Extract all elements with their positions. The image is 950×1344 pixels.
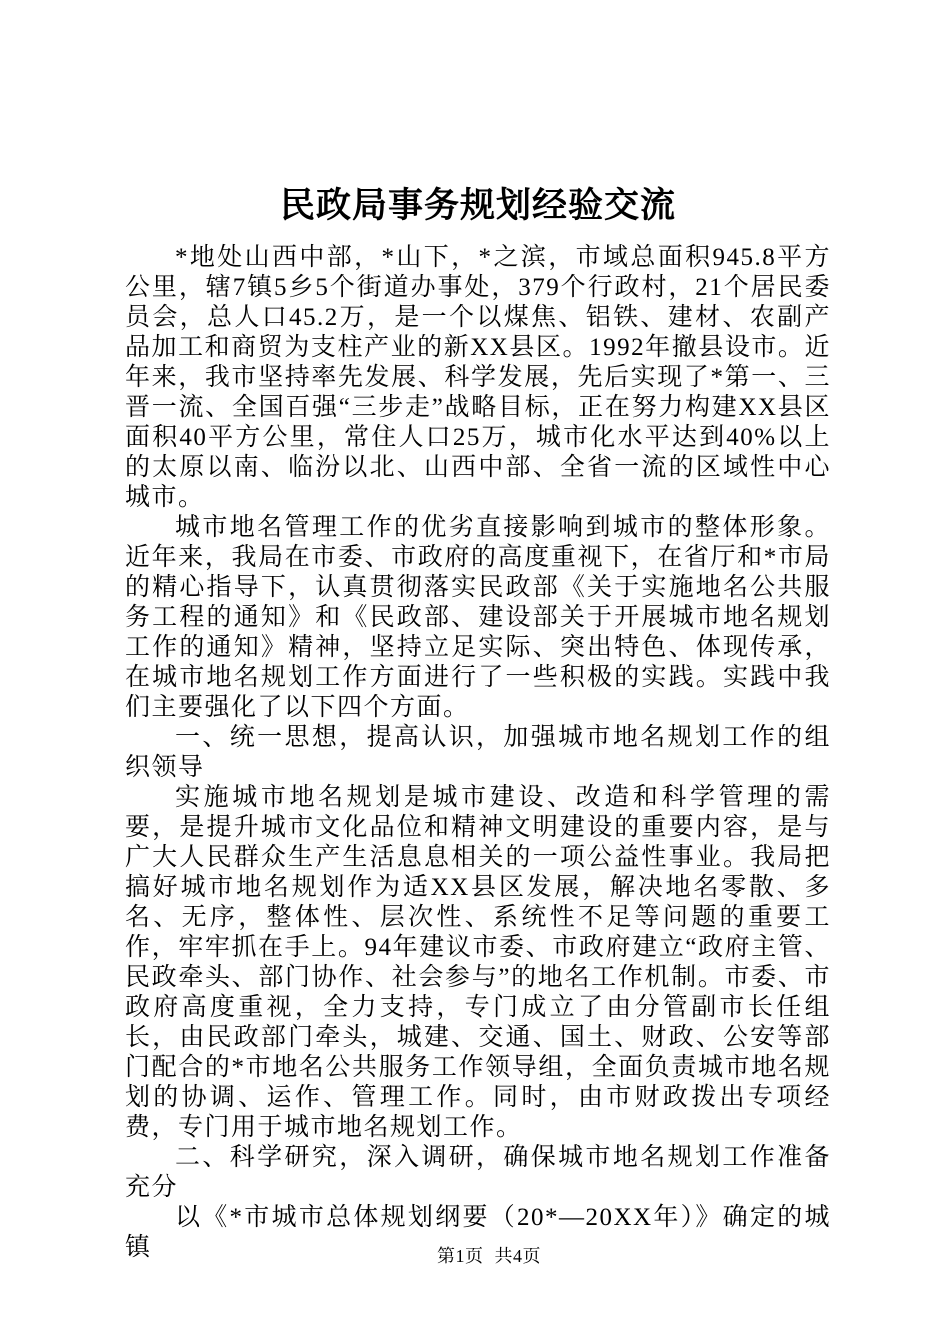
paragraph: 实施城市地名规划是城市建设、改造和科学管理的需要，是提升城市文化品位和精神文明建设的重要内容，是与广大人民群众生产生活息息相关的一项公益性事业。我局把搞好城市地名规划作为适XX县区发展，解决地名零散、多名、无序，整体性、层次性、系统性不足等问题的重要工作，牢牢抓在手上。94年建议市委、市政府建立“政府主管、民政牵头、部门协作、社会参与”的地名工作机制。市委、市政府高度重视，全力支持，专门成立了由分管副市长任组长，由民政部门牵头，城建、交通、国土、财政、公安等部门配合的*市地名公共服务工作领导组，全面负责城市地名规划的协调、运作、管理工作。同时，由市财政拨出专项经费，专门用于城市地名规划工作。 — [125, 784, 831, 1141]
document-title: 民政局事务规划经验交流 — [279, 186, 676, 225]
page-count-label: 共4页 — [494, 1246, 541, 1266]
document-body — [125, 243, 831, 1263]
page-number-label: 第1页 — [437, 1246, 484, 1266]
document-content — [125, 186, 831, 1263]
paragraph: 一、统一思想，提高认识，加强城市地名规划工作的组织领导 — [125, 724, 831, 781]
paragraph: *地处山西中部，*山下，*之滨，市域总面积945.8平方公里，辖7镇5乡5个街道办事处，379个行政村，21个居民委员会，总人口45.2万，是一个以煤焦、铝铁、建材、农副产品加工和商贸为支柱产业的新XX县区。1992年撤县设市。近年来，我市坚持率先发展、科学发展，先后实现了*第一、三晋一流、全国百强“三步走”战略目标，正在努力构建XX县区面积40平方公里，常住人口25万，城市化水平达到40%以上的太原以南、临汾以北、山西中部、全省一流的区域性中心城市。 — [125, 244, 831, 511]
paragraph: 城市地名管理工作的优劣直接影响到城市的整体形象。近年来，我局在市委、市政府的高度重视下，在省厅和*市局的精心指导下，认真贯彻落实民政部《关于实施地名公共服务工程的通知》和《民政部、建设部关于开展城市地名规划工作的通知》精神，坚持立足实际、突出特色、体现传承，在城市地名规划工作方面进行了一些积极的实践。实践中我们主要强化了以下四个方面。 — [125, 514, 831, 721]
paragraph: 以《*市城市总体规划纲要（20*—20XX年）》确定的城镇 — [125, 1204, 831, 1261]
page-footer — [437, 1245, 541, 1267]
paragraph: 二、科学研究，深入调研，确保城市地名规划工作准备充分 — [125, 1144, 831, 1201]
